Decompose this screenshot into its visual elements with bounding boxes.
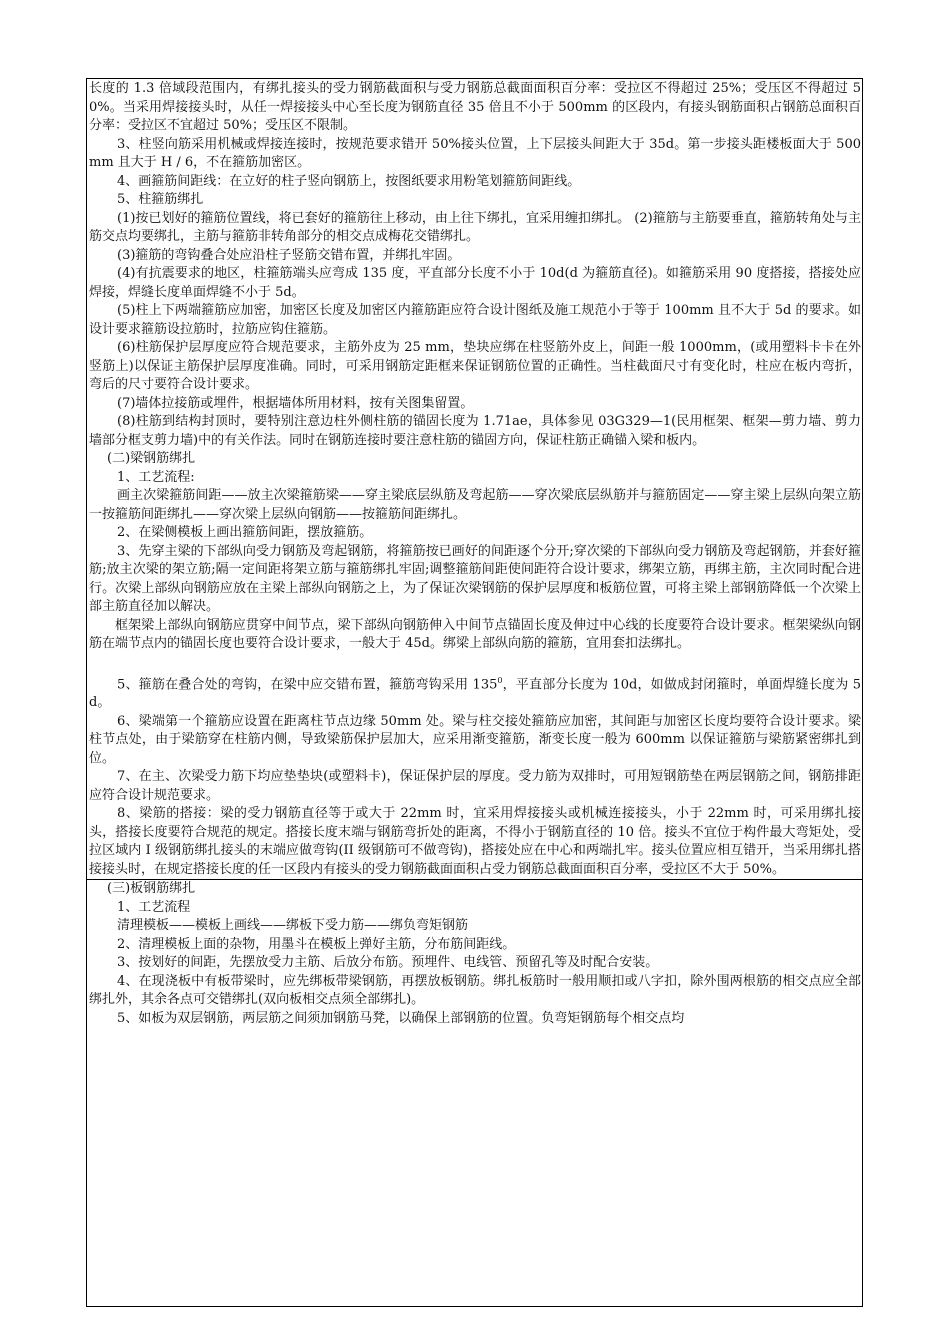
- paragraph: 8、梁筋的搭接：梁的受力钢筋直径等于或大于 22mm 时，宜采用焊接接头或机械连接接头，小于 22mm 时，可采用绑扎接头，搭接长度要符合规范的规定。搭接长度末端与钢筋弯折处的距离，不得小于钢筋直径的 10 倍。接头不宜位于构件最大弯矩处，受拉区域内 I 级钢筋绑扎接头的末端应做弯钩(II 级钢筋可不做弯钩)，搭接处应在中心和两端扎牢。接头位置应相互错开，当采用绑扎搭接接头时，在规定搭接长度的任一区段内有接头的受力钢筋截面面积占受力钢筋总截面面积百分率，受拉区不大于 50%。: [89, 806, 861, 877]
- paragraph: 清理模板——模板上画线——绑板下受力筋——绑负弯矩钢筋: [117, 918, 469, 934]
- paragraph: 4、在现浇板中有板带梁时，应先绑板带梁钢筋，再摆放板钢筋。绑扎板筋时一般用顺扣或八字扣，除外围两根筋的相交点应全部绑扎外，其余各点可交错绑扎(双向板相交点须全部绑扎)。: [89, 973, 861, 1008]
- paragraph: 框架梁上部纵向钢筋应贯穿中间节点，梁下部纵向钢筋伸入中间节点锚固长度及伸过中心线的长度要符合设计要求。框架梁纵向钢筋在端节点内的锚固长度也要符合设计要求，一般大于 45d。绑梁上部纵向筋的箍筋，宜用套扣法绑扎。: [89, 617, 861, 651]
- text-run: 5、箍筋在叠合处的弯钩，在梁中应交错布置，箍筋弯钩采用 135: [117, 676, 498, 692]
- paragraph: (6)柱筋保护层厚度应符合规范要求，主筋外皮为 25 mm，垫块应绑在柱竖筋外皮上，间距一般 1000mm，(或用塑料卡卡在外竖筋上)以保证主筋保护层厚度准确。同时，可采用钢筋定距框来保证钢筋位置的正确性。当柱截面尺寸有变化时，柱应在板内弯折，弯后的尺寸要符合设计要求。: [89, 340, 861, 392]
- paragraph: 1、工艺流程:: [117, 469, 195, 485]
- document-frame: [86, 78, 863, 1307]
- paragraph: 3、按划好的间距，先摆放受力主筋、后放分布筋。预埋件、电线管、预留孔等及时配合安装。: [117, 955, 659, 971]
- text-run: ，平直部分长度为 10d，如做成封闭箍时，单面焊缝长度为 5d。: [89, 676, 861, 711]
- paragraph: 2、清理模板上面的杂物，用墨斗在模板上弹好主筋，分布筋间距线。: [117, 936, 516, 952]
- section-heading: (三)板钢筋绑扎: [107, 881, 196, 897]
- paragraph: 1、工艺流程: [117, 899, 191, 915]
- paragraph: 7、在主、次梁受力筋下均应垫垫块(或塑料卡)，保证保护层的厚度。受力筋为双排时，可用短钢筋垫在两层钢筋之间，钢筋排距应符合设计规范要求。: [89, 769, 861, 803]
- paragraph: 3、先穿主梁的下部纵向受力钢筋及弯起钢筋，将箍筋按已画好的间距逐个分开;穿次梁的下部纵向受力钢筋及弯起钢筋，并套好箍筋;放主次梁的架立筋;隔一定间距将架立筋与箍筋绑扎牢固;调整箍筋间距使间距符合设计要求，绑架立筋，再绑主筋，主次同时配合进行。次梁上部纵向钢筋应放在主梁上部纵向钢筋之上，为了保证次梁钢筋的保护层厚度和板筋位置，可将主梁上部钢筋降低一个次梁上部主筋直径加以解决。: [89, 543, 861, 614]
- degree-superscript: 0: [497, 675, 503, 685]
- paragraph: 5、柱箍筋绑扎: [117, 192, 204, 207]
- paragraph: (8)柱筋到结构封顶时，要特别注意边柱外侧柱筋的锚固长度为 1.71ae，具体参见 03G329—1(民用框架、框架—剪力墙、剪力墙部分框支剪力墙)中的有关作法。同时在钢筋连接时要注意柱筋的锚固方向，保证柱筋正确锚入梁和板内。: [89, 414, 861, 448]
- paragraph: 长度的 1.3 倍域段范围内，有绑扎接头的受力钢筋截面积与受力钢筋总截面面积百分率：受拉区不得超过 25%；受压区不得超过 50%。当采用焊接接头时，从任一焊接接头中心至长度为钢筋直径 35 倍且不小于 500mm 的区段内，有接头钢筋面积占钢筋总面积百分率：受拉区不宜超过 50%；受压区不限制。: [89, 81, 861, 133]
- paragraph: [89, 672, 861, 713]
- paragraph: 画主次梁箍筋间距——放主次梁箍筋梁——穿主梁底层纵筋及弯起筋——穿次梁底层纵筋并与箍筋固定——穿主梁上层纵向架立筋一按箍筋间距绑扎——穿次梁上层纵向钢筋——按箍筋间距绑扎。: [89, 488, 861, 522]
- paragraph: (1)按已划好的箍筋位置线，将已套好的箍筋往上移动，由上往下绑扎，宜采用缠扣绑扎。 (2)箍筋与主筋要垂直，箍筋转角处与主筋交点均要绑扎，主筋与箍筋非转角部分的相交点成梅花交错绑扎。: [89, 210, 861, 244]
- paragraph: (3)箍筋的弯钩叠合处应沿柱子竖筋交错布置，并绑扎牢固。: [117, 247, 461, 263]
- paragraph: 4、画箍筋间距线：在立好的柱子竖向钢筋上，按图纸要求用粉笔划箍筋间距线。: [117, 173, 581, 189]
- paragraph: (5)柱上下两端箍筋应加密，加密区长度及加密区内箍筋距应符合设计图纸及施工规范小于等于 100mm 且不大于 5d 的要求。如设计要求箍筋设拉筋时，拉筋应钩住箍筋。: [89, 303, 861, 337]
- paragraph: 3、柱竖向筋采用机械或焊接连接时，按规范要求错开 50%接头位置，上下层接头间距大于 35d。第一步接头距楼板面大于 500mm 且大于 H / 6，不在箍筋加密区。: [89, 136, 861, 170]
- paragraph: 5、如板为双层钢筋，两层筋之间须加钢筋马凳，以确保上部钢筋的位置。负弯矩钢筋每个相交点均: [117, 1010, 685, 1026]
- paragraph: (7)墙体拉接筋或埋件，根据墙体所用材料，按有关图集留置。: [117, 395, 474, 411]
- paragraph: (4)有抗震要求的地区，柱箍筋端头应弯成 135 度，平直部分长度不小于 10d(d 为箍筋直径)。如箍筋采用 90 度搭接，搭接处应焊接，焊缝长度单面焊缝不小于 5d。: [89, 266, 861, 300]
- paragraph: 2、在梁侧模板上画出箍筋间距，摆放箍筋。: [117, 525, 373, 540]
- section-heading: (二)梁钢筋绑扎: [107, 451, 196, 466]
- paragraph: 6、梁端第一个箍筋应设置在距离柱节点边缘 50mm 处。梁与柱交接处箍筋应加密，其间距与加密区长度均要符合设计要求。梁柱节点处，由于梁筋穿在柱筋内侧，导致梁筋保护层加大，应采用渐变箍筋，渐变长度一般为 600mm 以保证箍筋与梁筋紧密绑扎到位。: [89, 713, 861, 766]
- document-body: [87, 79, 862, 1028]
